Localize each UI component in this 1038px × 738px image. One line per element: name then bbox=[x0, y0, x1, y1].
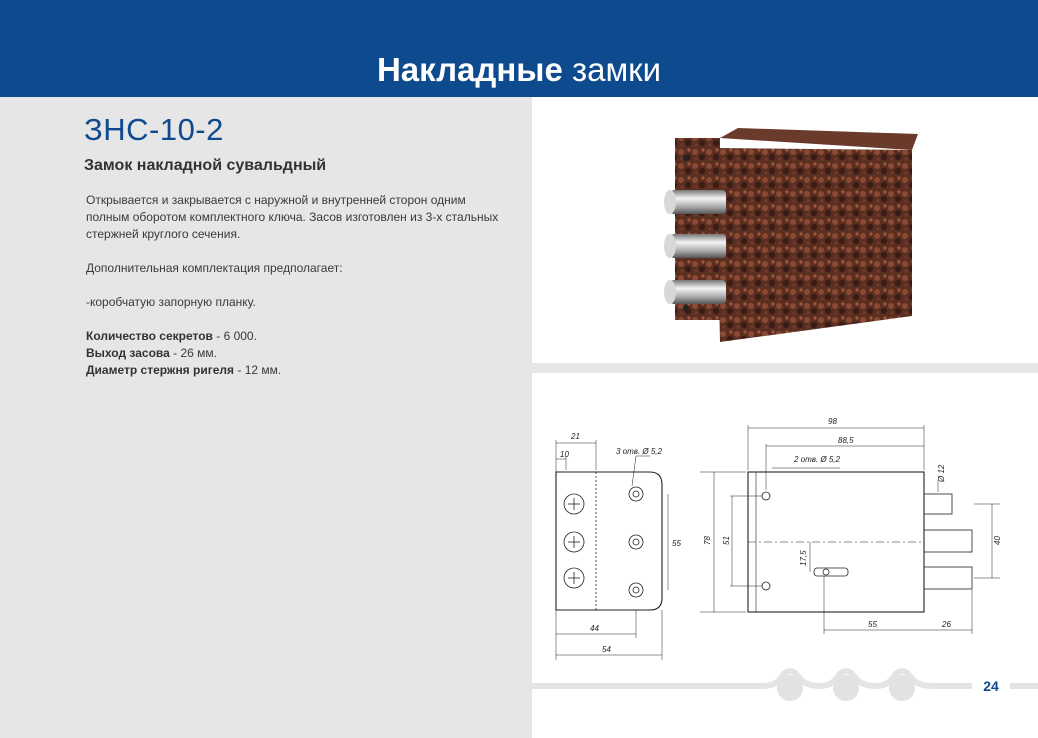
dim-label: 21 bbox=[571, 432, 580, 441]
dim-label: 40 bbox=[993, 536, 1002, 545]
extra-item: -коробчатую запорную планку. bbox=[86, 295, 256, 309]
dim-label: 17,5 bbox=[799, 550, 808, 566]
mount-hole bbox=[683, 155, 689, 161]
dim-label: 51 bbox=[722, 536, 731, 545]
dim-label: 3 отв. Ø 5,2 bbox=[616, 447, 662, 456]
description-text: Открывается и закрывается с наружной и внутренней сторон одним полным оборотом комплектного ключа. Засов изготовлен из 3-х стальных стержней круглого сечения. bbox=[86, 193, 499, 241]
bolt-rods bbox=[664, 190, 726, 304]
spec-row: Выход засова - 26 мм. bbox=[86, 346, 217, 360]
spec-row: Количество секретов - 6 000. bbox=[86, 329, 257, 343]
dim-label: 55 bbox=[672, 539, 681, 548]
dim-label: 98 bbox=[828, 417, 837, 426]
dim-label: Ø 12 bbox=[937, 464, 946, 482]
spec-row: Диаметр стержня ригеля - 12 мм. bbox=[86, 363, 282, 377]
product-subtitle: Замок накладной сувальдный bbox=[84, 157, 327, 174]
front-view bbox=[556, 440, 668, 660]
product-description bbox=[86, 192, 506, 379]
footer-decoration bbox=[532, 668, 1038, 738]
dim-label: 55 bbox=[868, 620, 877, 629]
extra-intro: Дополнительная комплектация предполагает: bbox=[86, 261, 343, 275]
side-view bbox=[700, 425, 1000, 634]
dim-label: 2 отв. Ø 5,2 bbox=[794, 455, 840, 464]
dim-label: 10 bbox=[560, 450, 569, 459]
panel-divider bbox=[532, 363, 1038, 373]
dim-label: 26 bbox=[942, 620, 951, 629]
dim-label: 88,5 bbox=[838, 436, 854, 445]
mount-hole bbox=[683, 305, 689, 311]
dim-label: 78 bbox=[703, 536, 712, 545]
dim-label: 44 bbox=[590, 624, 599, 633]
lock-body-top bbox=[720, 128, 918, 150]
lock-photo bbox=[650, 120, 930, 350]
product-model: ЗНС-10-2 bbox=[84, 112, 224, 147]
page-number: 24 bbox=[972, 674, 1010, 698]
page-title: Накладные замки bbox=[376, 51, 662, 88]
lock-body bbox=[716, 148, 912, 342]
dim-label: 54 bbox=[602, 645, 611, 654]
technical-drawing bbox=[540, 410, 1030, 670]
